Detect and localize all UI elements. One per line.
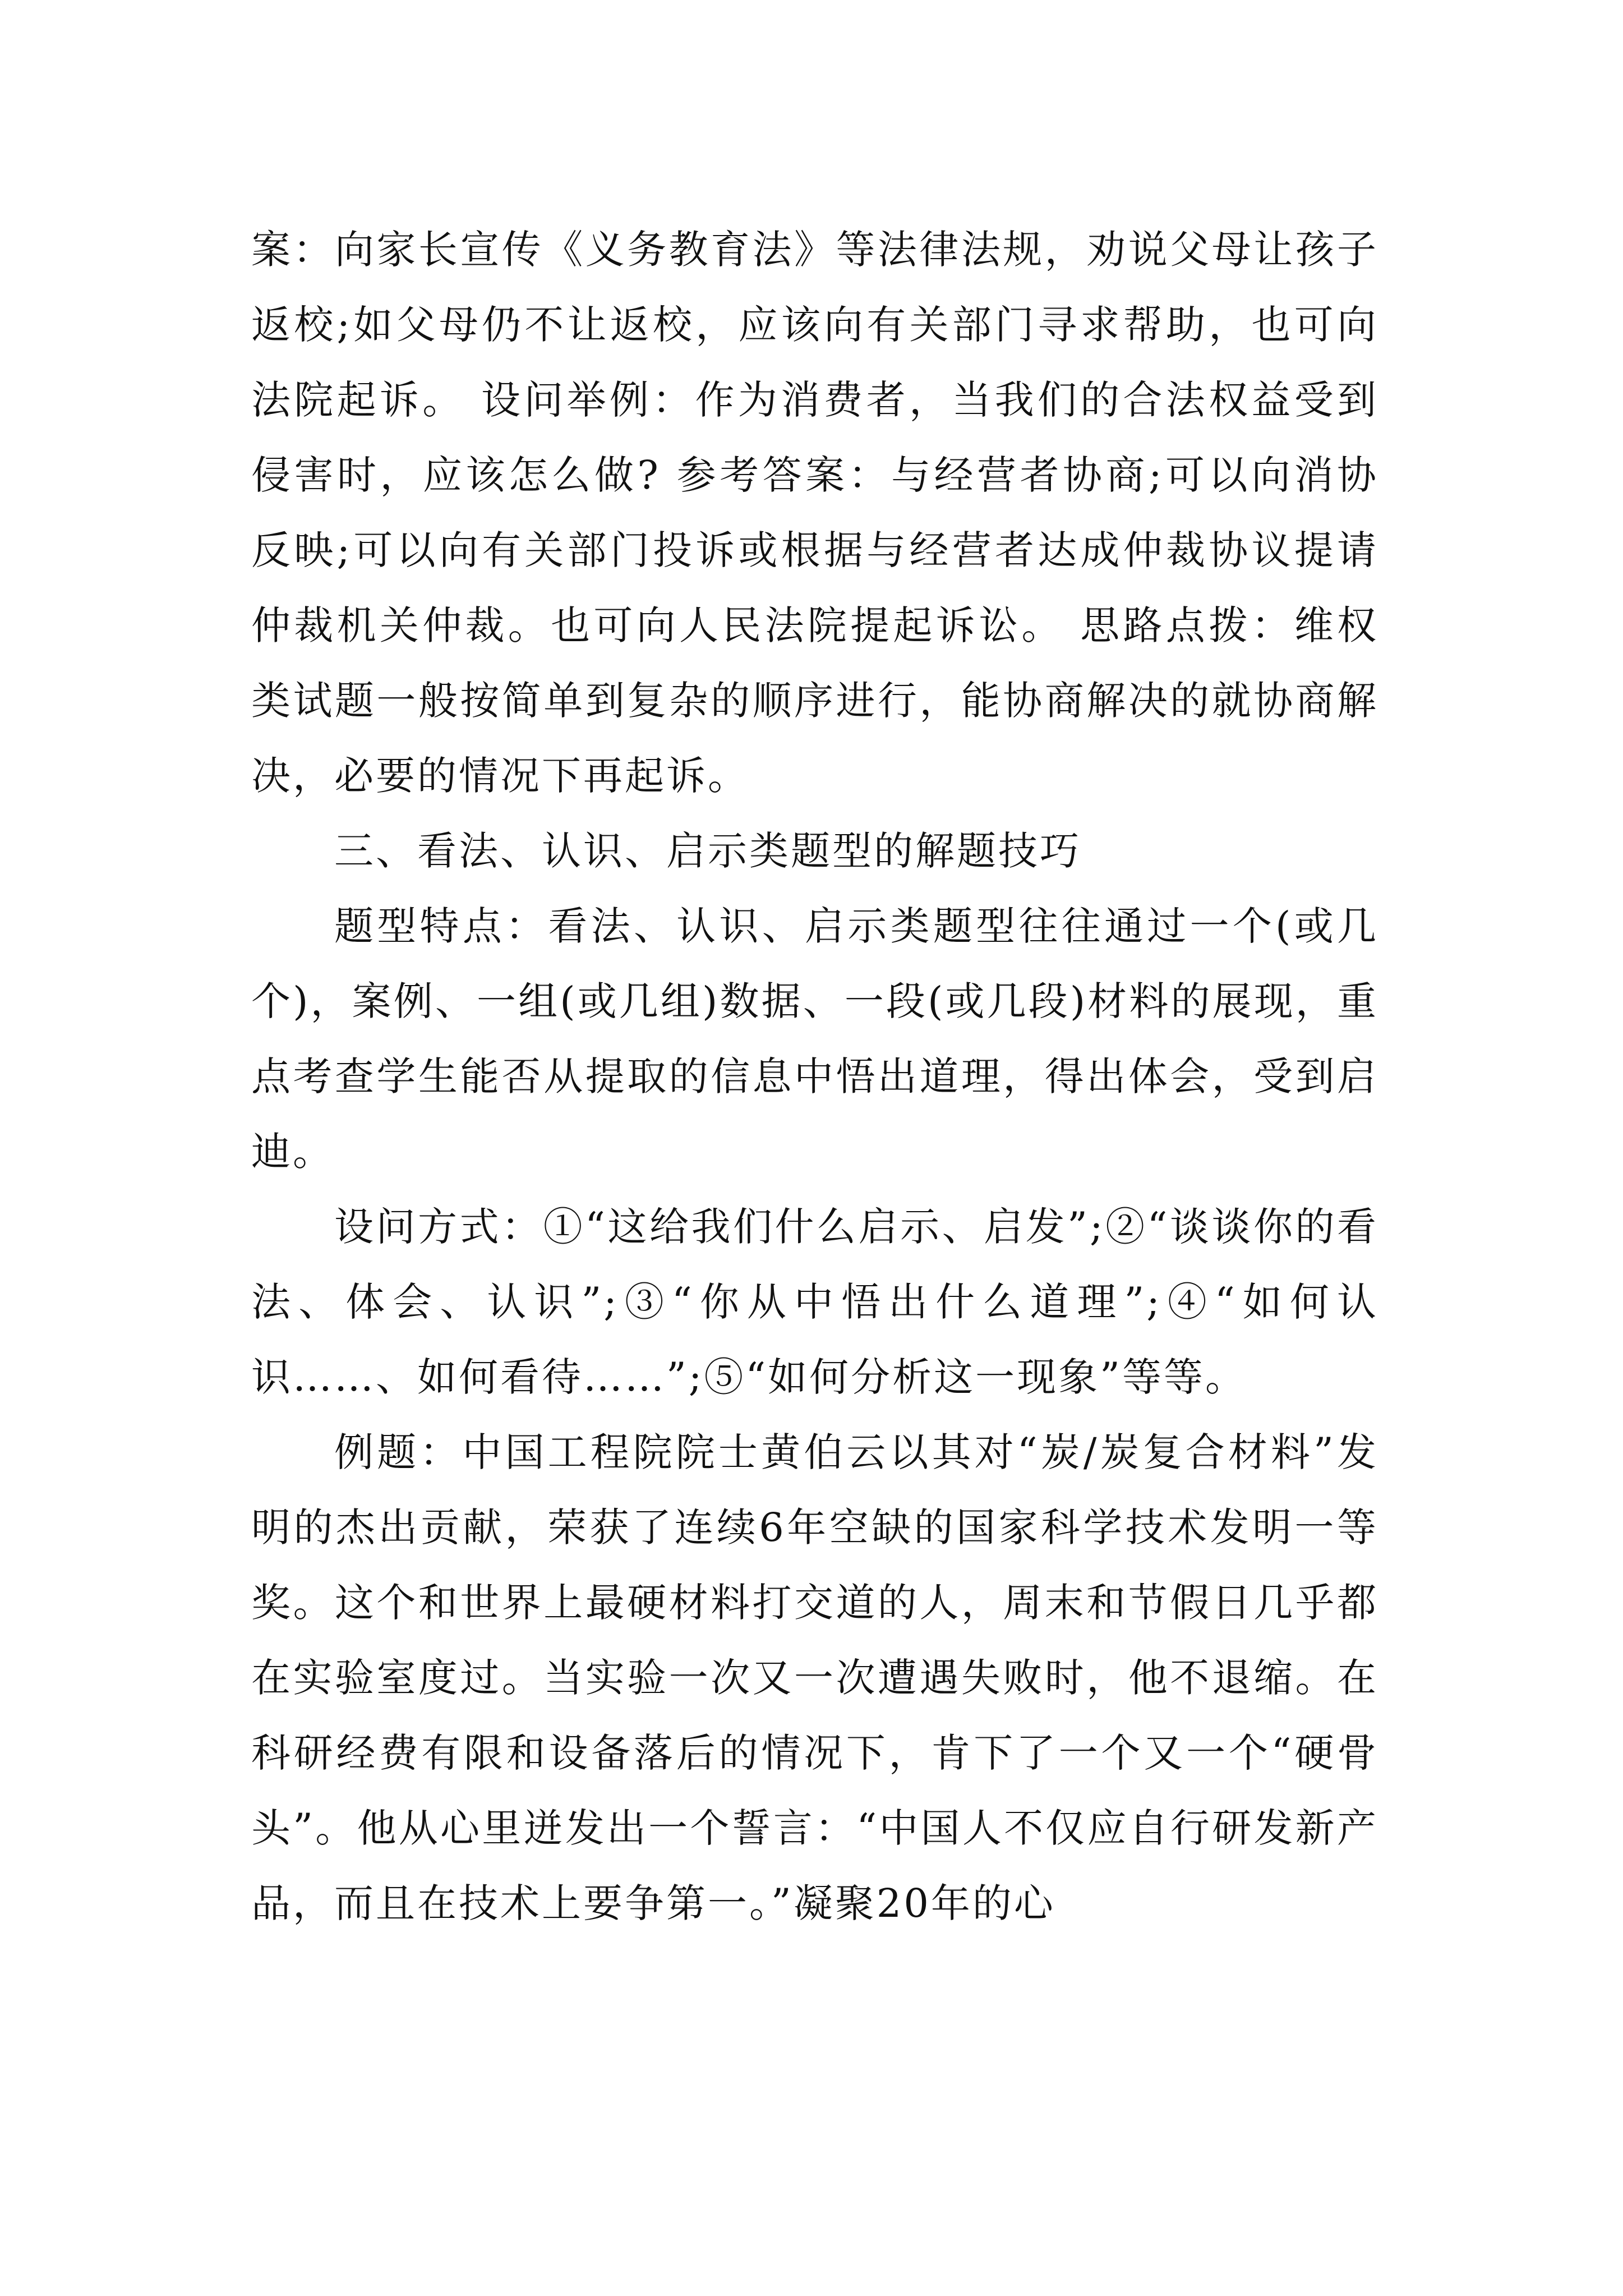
paragraph-question-features: 题型特点：看法、认识、启示类题型往往通过一个(或几个)，案例、一组(或几组)数据、一段(或几段)材料的展现，重点考查学生能否从提取的信息中悟出道理，得出体会，受到启迪。	[251, 903, 1378, 1175]
paragraph-example: 例题：中国工程院院士黄伯云以其对“炭/炭复合材料”发明的杰出贡献，荣获了连续6年空缺的国家科学技术发明一等奖。这个和世界上最硬材料打交道的人，周末和节假日几乎都在实验室度过。当实验一次又一次遭遇失败时，他不退缩。在科研经费有限和设备落后的情况下，肯下了一个又一个“硬骨头”。他从心里迸发出一个誓言：“中国人不仅应自行研发新产品，而且在技术上要争第一。”凝聚20年的心	[251, 1429, 1378, 1926]
paragraph-answer-continuation: 案：向家长宣传《义务教育法》等法律法规，劝说父母让孩子返校;如父母仍不让返校，应该向有关部门寻求帮助，也可向法院起诉。 设问举例：作为消费者，当我们的合法权益受到侵害时，应该怎么做? 参考答案：与经营者协商;可以向消协反映;可以向有关部门投诉或根据与经营者达成仲裁协议提请仲裁机关仲裁。也可向人民法院提起诉讼。 思路点拨：维权类试题一般按简单到复杂的顺序进行，能协商解决的就协商解决，必要的情况下再起诉。	[251, 227, 1378, 799]
paragraph-question-methods: 设问方式：①“这给我们什么启示、启发”;②“谈谈你的看法、体会、认识”;③“你从中悟出什么道理”;④“如何认识……、如何看待……”;⑤“如何分析这一现象”等等。	[251, 1204, 1378, 1400]
document-body	[251, 212, 1378, 1941]
section-heading-3: 三、看法、认识、启示类题型的解题技巧	[334, 828, 1081, 874]
